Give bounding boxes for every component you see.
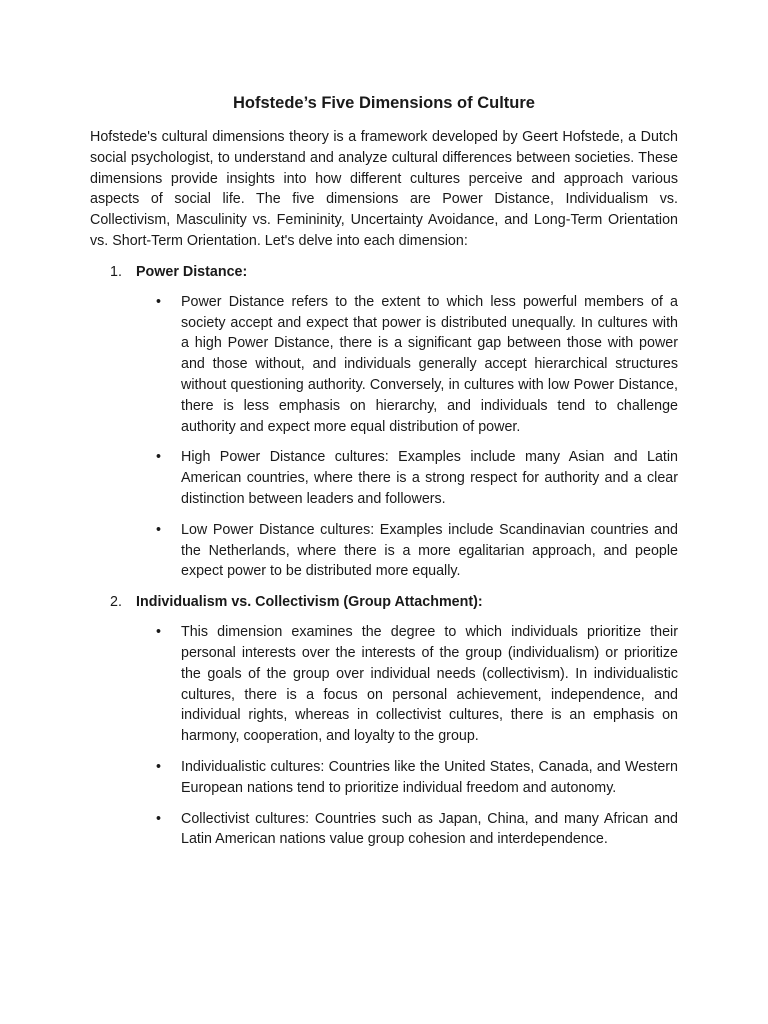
bullet-list <box>90 292 678 582</box>
section-heading: Individualism vs. Collectivism (Group Attachment): <box>136 594 483 611</box>
intro-paragraph: Hofstede's cultural dimensions theory is a framework developed by Geert Hofstede, a Dutch social psychologist, to understand and analyze cultural differences between societies. These dimensions provide insights into how different cultures perceive and approach various aspects of social life. The five dimensions are Power Distance, Individualism vs. Collectivism, Masculinity vs. Femininity, Uncertainty Avoidance, and Long-Term Orientation vs. Short-Term Orientation. Let's delve into each dimension: <box>90 129 678 249</box>
list-item <box>90 292 678 438</box>
dimension-list <box>90 262 678 850</box>
document-page <box>90 92 678 860</box>
list-item <box>90 809 678 851</box>
section-number: 1. <box>110 263 122 280</box>
bullet-icon: • <box>156 521 162 538</box>
bullet-text: Power Distance refers to the extent to which less powerful members of a society accept and expect that power is distributed unequally. In cultures with a high Power Distance, there is a significant gap between those with power and those without, and individuals generally accept hierarchical structures without questioning authority. Conversely, in cultures with low Power Distance, there is less emphasis on hierarchy, and individuals tend to challenge authority and expect more equal distribution of power. <box>181 293 678 435</box>
bullet-icon: • <box>156 758 162 775</box>
bullet-text: This dimension examines the degree to which individuals prioritize their personal interests over the interests of the group (individualism) or prioritize the goals of the group over individual needs (collectivism). In individualistic cultures, there is a focus on personal achievement, independence, and individual rights, whereas in collectivist cultures, there is an emphasis on harmony, cooperation, and loyalty to the group. <box>181 624 678 745</box>
bullet-text: Individualistic cultures: Countries like the United States, Canada, and Western European nations tend to prioritize individual freedom and autonomy. <box>181 758 678 796</box>
bullet-icon: • <box>156 810 162 827</box>
list-item <box>90 447 678 509</box>
document-title: Hofstede’s Five Dimensions of Culture <box>233 94 535 112</box>
section-heading: Power Distance: <box>136 263 248 280</box>
list-item <box>90 622 678 747</box>
bullet-icon: • <box>156 449 162 466</box>
list-item <box>90 757 678 799</box>
list-item <box>90 520 678 582</box>
section-individualism <box>90 592 678 850</box>
bullet-text: Low Power Distance cultures: Examples include Scandinavian countries and the Netherlands, where there is a more egalitarian approach, and people expect power to be distributed more equally. <box>181 521 678 580</box>
bullet-text: High Power Distance cultures: Examples include many Asian and Latin American countries, where there is a strong respect for authority and a clear distinction between leaders and followers. <box>181 449 678 507</box>
bullet-list <box>90 622 678 850</box>
bullet-icon: • <box>156 624 162 641</box>
section-power-distance <box>90 262 678 582</box>
bullet-text: Collectivist cultures: Countries such as Japan, China, and many African and Latin American nations value group cohesion and interdependence. <box>181 810 678 848</box>
section-number: 2. <box>110 594 122 611</box>
bullet-icon: • <box>156 293 162 310</box>
